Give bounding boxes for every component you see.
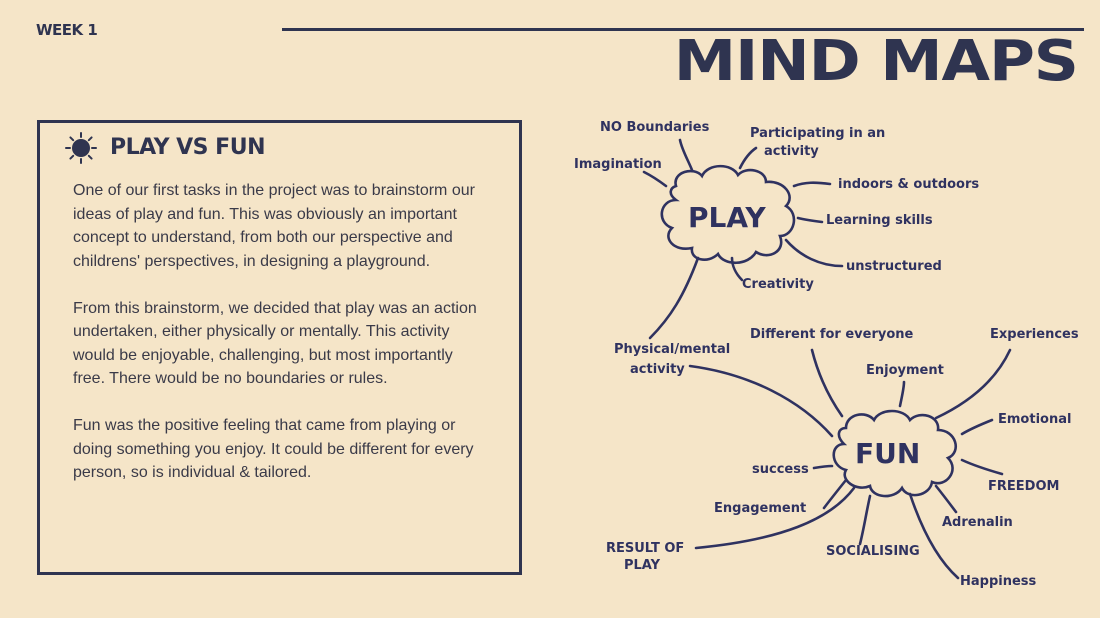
week-label: WEEK 1 [36, 21, 98, 39]
fun-branch-success [814, 466, 832, 468]
page-title: MIND MAPS [673, 29, 1078, 94]
card-body [73, 179, 478, 508]
label-happiness: Happiness [960, 574, 1037, 589]
paragraph-3: Fun was the positive feeling that came from playing or doing something you enjoy. It could be different for every person, so is individual & tailored. [73, 417, 474, 481]
label-socialising: SOCIALISING [826, 544, 920, 559]
label-imagination: Imagination [574, 157, 662, 172]
play-branch-indoors [794, 183, 830, 186]
label-participating: Participating in an [750, 126, 886, 141]
label-experiences: Experiences [990, 327, 1079, 342]
fun-center-label: FUN [855, 437, 921, 470]
play-branch-participating [740, 148, 756, 168]
card-title: PLAY VS FUN [110, 135, 265, 160]
fun-branch-experiences [936, 350, 1010, 418]
label-result-of: RESULT OF [606, 541, 685, 556]
fun-branch-emotional [962, 420, 992, 434]
fun-branch-socialising [860, 496, 870, 544]
fun-branch-different [812, 350, 842, 416]
label-creativity: Creativity [742, 277, 814, 292]
label-adrenalin: Adrenalin [942, 515, 1013, 530]
fun-branch-enjoyment [900, 382, 904, 406]
mind-map [560, 100, 1100, 618]
sun-icon [65, 132, 97, 164]
play-branch-learning [798, 218, 822, 222]
paragraph-2: From this brainstorm, we decided that play was an action undertaken, either physically or mentally. This activity would be enjoyable, challenging, but most importantly free. There would be no boundaries or rules. [73, 299, 477, 387]
fun-branch-result [696, 488, 854, 548]
label-activity: activity [764, 144, 819, 159]
play-branch-no-boundaries [680, 140, 692, 170]
label-enjoyment: Enjoyment [866, 363, 944, 378]
fun-branch-adrenalin [936, 486, 956, 512]
play-branch-imagination [644, 172, 666, 186]
fun-branch-engagement [824, 480, 846, 508]
label-different: Different for everyone [750, 327, 914, 342]
paragraph-1: One of our first tasks in the project was to brainstorm our ideas of play and fun. This was obviously an important concept to understand, from both our perspective and childrens' perspectives, in designing a playground. [73, 182, 475, 270]
label-freedom: FREEDOM [988, 479, 1060, 494]
label-indoors: indoors & outdoors [838, 177, 980, 192]
play-branch-unstructured [786, 240, 842, 266]
text-card [37, 120, 522, 575]
label-no-boundaries: NO Boundaries [600, 120, 710, 135]
play-center-label: PLAY [688, 201, 766, 234]
label-learning: Learning skills [826, 213, 933, 228]
label-success: success [752, 462, 809, 477]
label-play: PLAY [624, 558, 661, 573]
fun-branch-freedom [962, 460, 1002, 474]
label-unstructured: unstructured [846, 259, 942, 274]
fun-branch-physical [690, 366, 832, 436]
label-emotional: Emotional [998, 412, 1072, 427]
play-branch-physical [650, 258, 698, 338]
label-engagement: Engagement [714, 501, 807, 516]
label-physical-activity: activity [630, 362, 685, 377]
label-physical-mental: Physical/mental [614, 342, 731, 357]
